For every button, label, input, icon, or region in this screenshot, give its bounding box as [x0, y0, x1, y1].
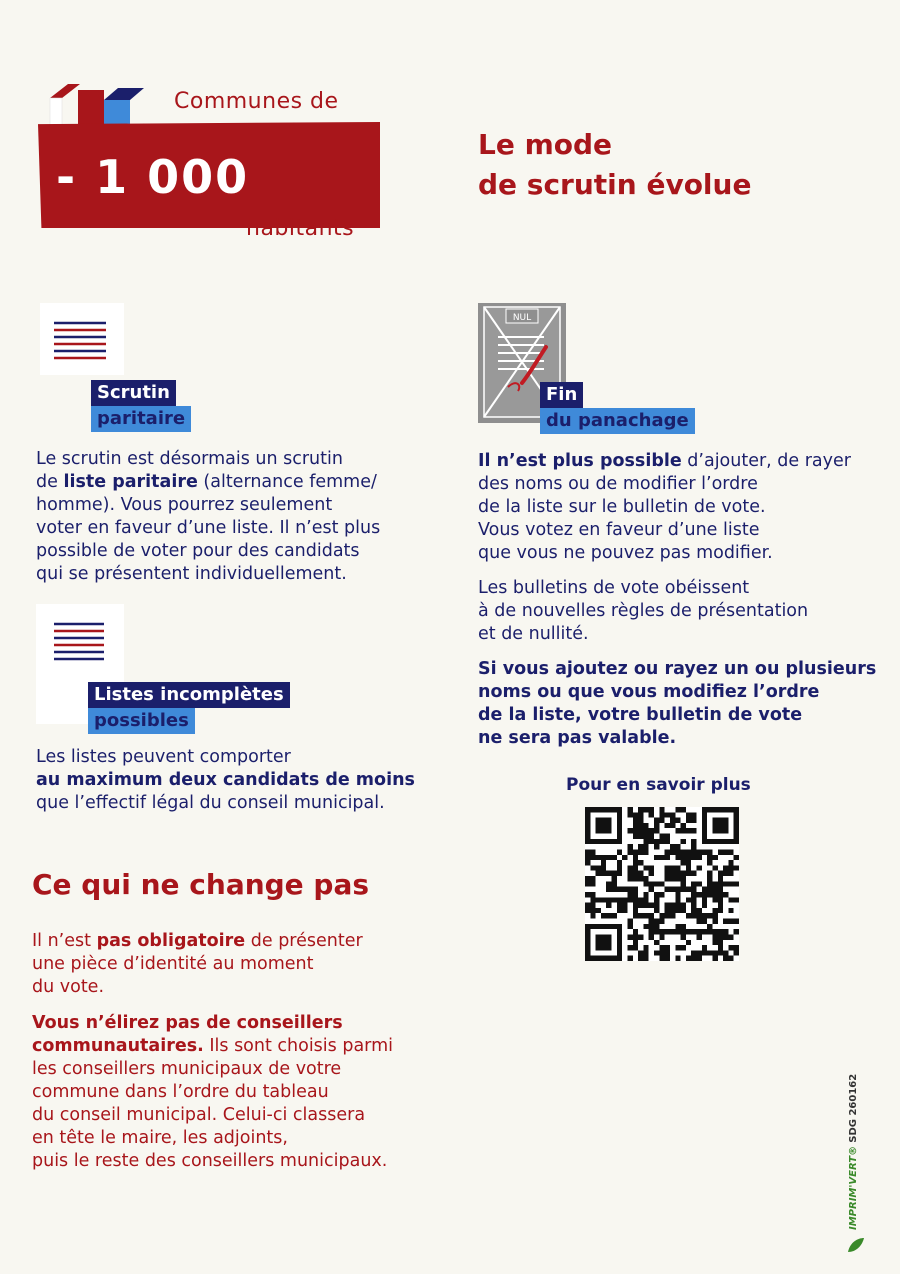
unchanged-p1: Il n’est pas obligatoire de présenter une pièce d’identité au moment du vote. — [32, 931, 363, 997]
leaf-icon — [846, 1236, 866, 1254]
svg-text:NUL: NUL — [512, 313, 532, 323]
chip-listes-incompletes: Listes incomplètes — [88, 682, 290, 708]
qr-title: Pour en savoir plus — [566, 775, 751, 795]
page-title: Le mode de scrutin évolue — [478, 128, 752, 201]
habitants-label: habitants — [246, 216, 355, 241]
chip-paritaire: paritaire — [91, 406, 191, 432]
population-threshold: - 1 000 — [56, 150, 250, 204]
chip-fin: Fin — [540, 382, 583, 408]
chip-du-panachage: du panachage — [540, 408, 695, 434]
unchanged-p2: Vous n’élirez pas de conseillers communautaires. Ils sont choisis parmi les conseillers municipaux de votre commune dans l’ordre du tableau du conseil municipal. Celui-ci classera en tête le maire, les adjoints, puis le reste des conseillers municipaux. — [32, 1013, 393, 1171]
scrutin-paritaire-text: Le scrutin est désormais un scrutin de liste paritaire (alternance femme/ homme). Vous pourrez seulement voter en faveur d’une liste. Il n’est plus possible de voter pour des candidats qui se présentent individuellement. — [36, 449, 381, 584]
fin-panachage-p1: Il n’est plus possible d’ajouter, de rayer des noms ou de modifier l’ordre de la liste sur le bulletin de vote. Vous votez en faveur d’une liste que vous ne pouvez pas modifier. — [478, 451, 851, 563]
communes-label: Communes de — [174, 89, 339, 114]
section-title-unchanged: Ce qui ne change pas — [32, 868, 370, 901]
fin-panachage-p2: Les bulletins de vote obéissent à de nouvelles règles de présentation et de nullité. — [478, 578, 809, 644]
listes-incompletes-text: Les listes peuvent comporter au maximum deux candidats de moins que l’effectif légal du conseil municipal. — [36, 747, 415, 813]
print-code: IMPRIM'VERT® SDG 260162 — [848, 1073, 859, 1230]
chip-possibles: possibles — [88, 708, 195, 734]
qr-code-icon[interactable] — [585, 807, 739, 961]
list-lines-icon — [40, 303, 124, 375]
fin-panachage-p3: Si vous ajoutez ou rayez un ou plusieurs noms ou que vous modifiez l’ordre de la liste, votre bulletin de vote ne sera pas valable. — [478, 659, 877, 748]
chip-scrutin: Scrutin — [91, 380, 176, 406]
